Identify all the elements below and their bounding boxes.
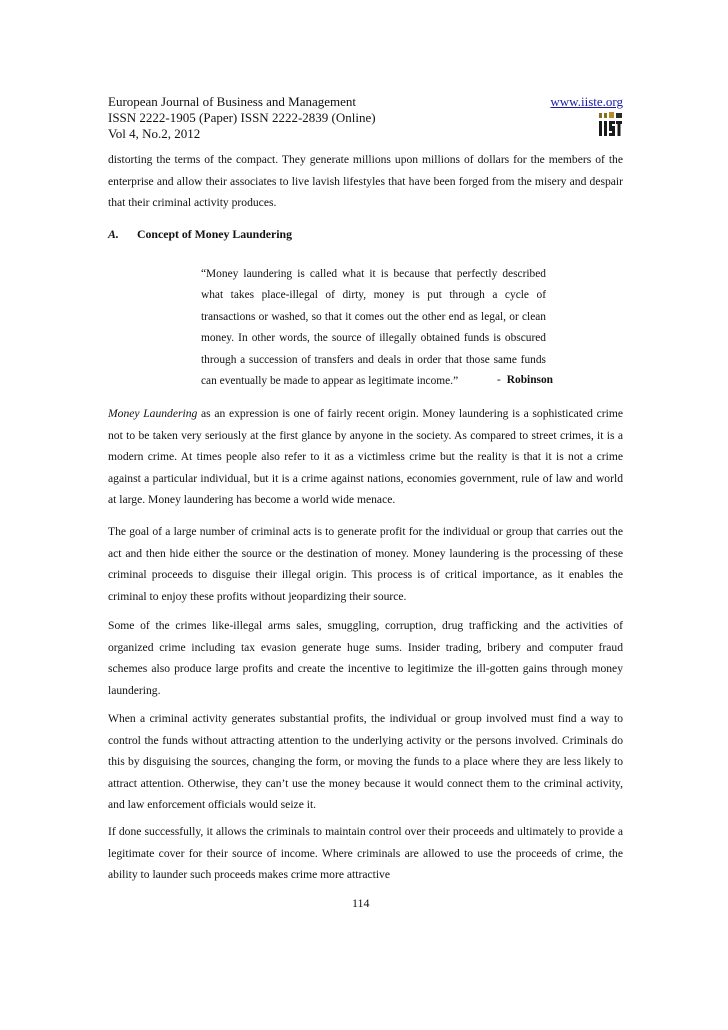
iiste-logo-icon bbox=[598, 112, 624, 138]
journal-issn: ISSN 2222-1905 (Paper) ISSN 2222-2839 (Online) bbox=[108, 110, 376, 125]
journal-url-link[interactable]: www.iiste.org bbox=[550, 94, 623, 109]
paragraph-goal: The goal of a large number of criminal acts is to generate profit for the individual or group that carries out the act and then hide either the source or the destination of money. Money laundering is the processing of these criminal proceeds to disguise their illegal origin. This process is of critical importance, as it enables the criminal to enjoy these profits without jeopardizing their source. bbox=[108, 525, 623, 603]
paragraph-money-laundering bbox=[108, 403, 623, 511]
journal-header bbox=[108, 94, 623, 142]
section-letter: A. bbox=[108, 227, 119, 241]
paragraph-criminal-activity: When a criminal activity generates substantial profits, the individual or group involved must find a way to control the funds without attracting attention to the underlying activity or the persons involved. Criminals do this by disguising the sources, changing the form, or moving the funds to a place where they are less likely to attract attention. Otherwise, they can’t use the money because it would connect them to the criminal activity, and law enforcement officials would seize it. bbox=[108, 712, 623, 812]
section-title: Concept of Money Laundering bbox=[137, 227, 293, 241]
quote-author: Robinson bbox=[506, 374, 554, 386]
page-number: 114 bbox=[352, 896, 370, 910]
attribution-dash: - bbox=[497, 374, 501, 386]
paragraph-term: Money Laundering bbox=[108, 407, 198, 420]
paragraph-1-rest: as an expression is one of fairly recent origin. Money laundering is a sophisticated crime not to be taken very seriously at the first glance by anyone in the society. As compared to street crimes, it is a modern crime. At times people also refer to it as a victimless crime but the reality is that it is not a crime against a particular individual, but it is a crime against nations, economies government, rule of law and world at large. Money laundering has become a world wide menace. bbox=[108, 407, 623, 507]
section-heading bbox=[108, 227, 292, 242]
paragraph-success: If done successfully, it allows the criminals to maintain control over their proceeds and ultimately to provide a legitimate cover for their source of income. Where criminals are allowed to use the proceeds of crime, the ability to launder such proceeds makes crime more attractive bbox=[108, 825, 623, 882]
journal-volume: Vol 4, No.2, 2012 bbox=[108, 126, 201, 141]
intro-paragraph: distorting the terms of the compact. They generate millions upon millions of dollars for the members of the enterprise and allow their associates to live lavish lifestyles that have been forged from the misery and despair that their criminal activity produces. bbox=[108, 153, 623, 210]
journal-title: European Journal of Business and Management bbox=[108, 94, 357, 109]
block-quote: “Money laundering is called what it is because that perfectly described what takes place-illegal of dirty, money is put through a cycle of transactions or washed, so that it comes out the other end as legal, or clean money. In other words, the source of illegally obtained funds is obscured through a succession of transfers and deals in order that those same funds can eventually be made to appear as legitimate income.” bbox=[201, 268, 546, 388]
quote-attribution bbox=[497, 374, 553, 386]
paragraph-crimes: Some of the crimes like-illegal arms sales, smuggling, corruption, drug trafficking and the activities of organized crime including tax evasion generate huge sums. Insider trading, bribery and computer fraud schemes also produce large profits and create the incentive to legitimize the ill-gotten gains through money laundering. bbox=[108, 619, 623, 697]
